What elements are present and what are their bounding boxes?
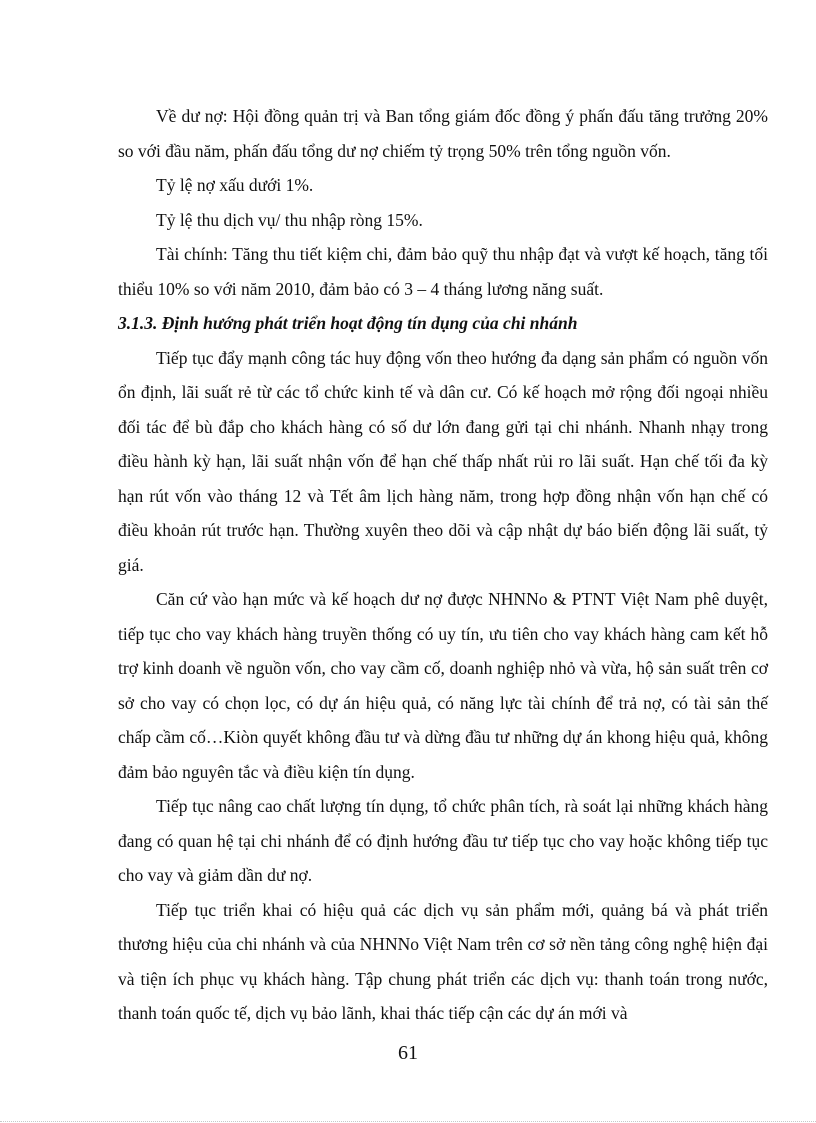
paragraph-credit-quality: Tiếp tục nâng cao chất lượng tín dụng, tổ chức phân tích, rà soát lại những khách hàng đang có quan hệ tại chi nhánh để có định hướng đầu tư tiếp tục cho vay hoặc không tiếp tục cho vay và giảm dần dư nợ. xyxy=(118,796,768,885)
paragraph-bad-debt-ratio: Tỷ lệ nợ xấu dưới 1%. xyxy=(156,175,314,195)
section-heading: 3.1.3. Định hướng phát triển hoạt động tín dụng của chi nhánh xyxy=(118,313,578,333)
page-number: 61 xyxy=(398,1042,418,1064)
paragraph-service-income-ratio: Tỷ lệ thu dịch vụ/ thu nhập ròng 15%. xyxy=(156,209,423,230)
page-bottom-divider xyxy=(0,1121,816,1122)
page-body xyxy=(118,99,768,1031)
paragraph-new-services: Tiếp tục triển khai có hiệu quả các dịch vụ sản phẩm mới, quảng bá và phát triển thương hiệu của chi nhánh và của NHNNo Việt Nam trên cơ sở nền tảng công nghệ hiện đại và tiện ích phục vụ khách hàng. Tập chung phát triển các dịch vụ: thanh toán trong nước, thanh toán quốc tế, dịch vụ bảo lãnh, khai thác tiếp cận các dự án mới và xyxy=(118,899,768,1023)
paragraph-finance: Tài chính: Tăng thu tiết kiệm chi, đảm bảo quỹ thu nhập đạt và vượt kế hoạch, tăng tối thiểu 10% so với năm 2010, đảm bảo có 3 – 4 tháng lương năng suất. xyxy=(118,244,768,299)
paragraph-capital-mobilization: Tiếp tục đẩy mạnh công tác huy động vốn theo hướng đa dạng sản phẩm có nguồn vốn ổn định, lãi suất rẻ từ các tổ chức kinh tế và dân cư. Có kế hoạch mở rộng đối ngoại nhiều đối tác để bù đắp cho khách hàng có số dư lớn đang gửi tại chi nhánh. Nhanh nhạy trong điều hành kỳ hạn, lãi suất nhận vốn để hạn chế thấp nhất rủi ro lãi suất. Hạn chế tối đa kỳ hạn rút vốn vào tháng 12 và Tết âm lịch hàng năm, trong hợp đồng nhận vốn hạn chế có điều khoản rút trước hạn. Thường xuyên theo dõi và cập nhật dự báo biến động lãi suất, tỷ giá. xyxy=(118,347,768,575)
paragraph-lending-plan: Căn cứ vào hạn mức và kế hoạch dư nợ được NHNNo & PTNT Việt Nam phê duyệt, tiếp tục cho vay khách hàng truyền thống có uy tín, ưu tiên cho vay khách hàng cam kết hỗ trợ kinh doanh về nguồn vốn, cho vay cầm cố, doanh nghiệp nhỏ và vừa, hộ sản suất trên cơ sở cho vay có chọn lọc, có dự án hiệu quả, có năng lực tài chính để trả nợ, có tài sản thế chấp cầm cố…Kiòn quyết không đầu tư và dừng đầu tư những dự án khong hiệu quả, không đảm bảo nguyên tắc và điều kiện tín dụng. xyxy=(118,589,768,782)
paragraph-debt-target: Về dư nợ: Hội đồng quản trị và Ban tổng giám đốc đồng ý phấn đấu tăng trưởng 20% so với đầu năm, phấn đấu tổng dư nợ chiếm tỷ trọng 50% trên tổng nguồn vốn. xyxy=(118,106,768,161)
